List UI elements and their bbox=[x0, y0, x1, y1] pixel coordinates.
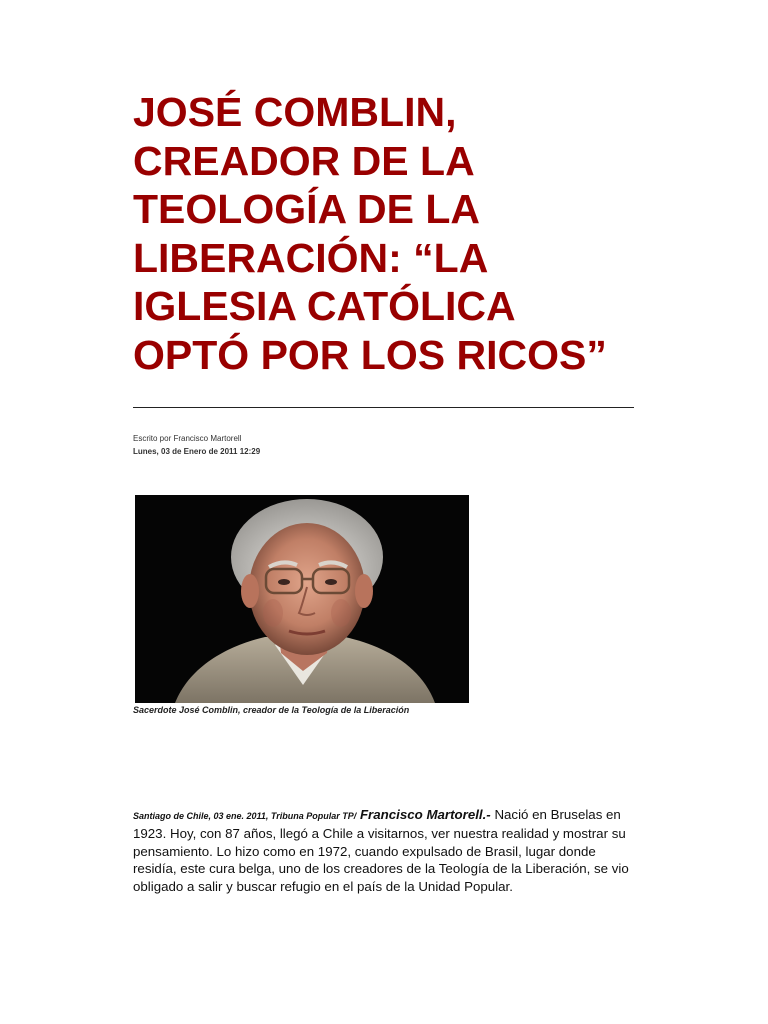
article-title bbox=[133, 88, 653, 379]
article-author: Francisco Martorell.- bbox=[359, 807, 491, 822]
title-line: IGLESIA CATÓLICA bbox=[133, 283, 516, 329]
article-date: Lunes, 03 de Enero de 2011 12:29 bbox=[133, 447, 261, 456]
title-line: OPTÓ POR LOS RICOS” bbox=[133, 331, 607, 378]
article-dateline: Santiago de Chile, 03 ene. 2011, Tribuna Popular TP/ bbox=[133, 811, 357, 821]
portrait-photo bbox=[135, 495, 469, 703]
article-body-paragraph bbox=[133, 806, 633, 895]
title-line: TEOLOGÍA DE LA bbox=[133, 186, 480, 232]
article-body-text: Nació en Bruselas en 1923. Hoy, con 87 años, llegó a Chile a visitarnos, ver nuestra realidad y mostrar su pensamiento. Lo hizo como en 1972, cuando expulsado de Brasil, lugar donde residía, este cura belga, uno de los creadores de la Teología de la Liberación, se vio obligado a salir y buscar refugio en el país de la Unidad Popular. bbox=[133, 807, 629, 894]
title-line: LIBERACIÓN: “LA bbox=[133, 234, 489, 281]
article-byline: Escrito por Francisco Martorell bbox=[133, 434, 242, 443]
title-line: CREADOR DE LA bbox=[133, 137, 475, 184]
title-divider bbox=[133, 407, 634, 408]
title-line: JOSÉ COMBLIN, bbox=[133, 89, 457, 135]
photo-caption: Sacerdote José Comblin, creador de la Teología de la Liberación bbox=[133, 705, 410, 715]
